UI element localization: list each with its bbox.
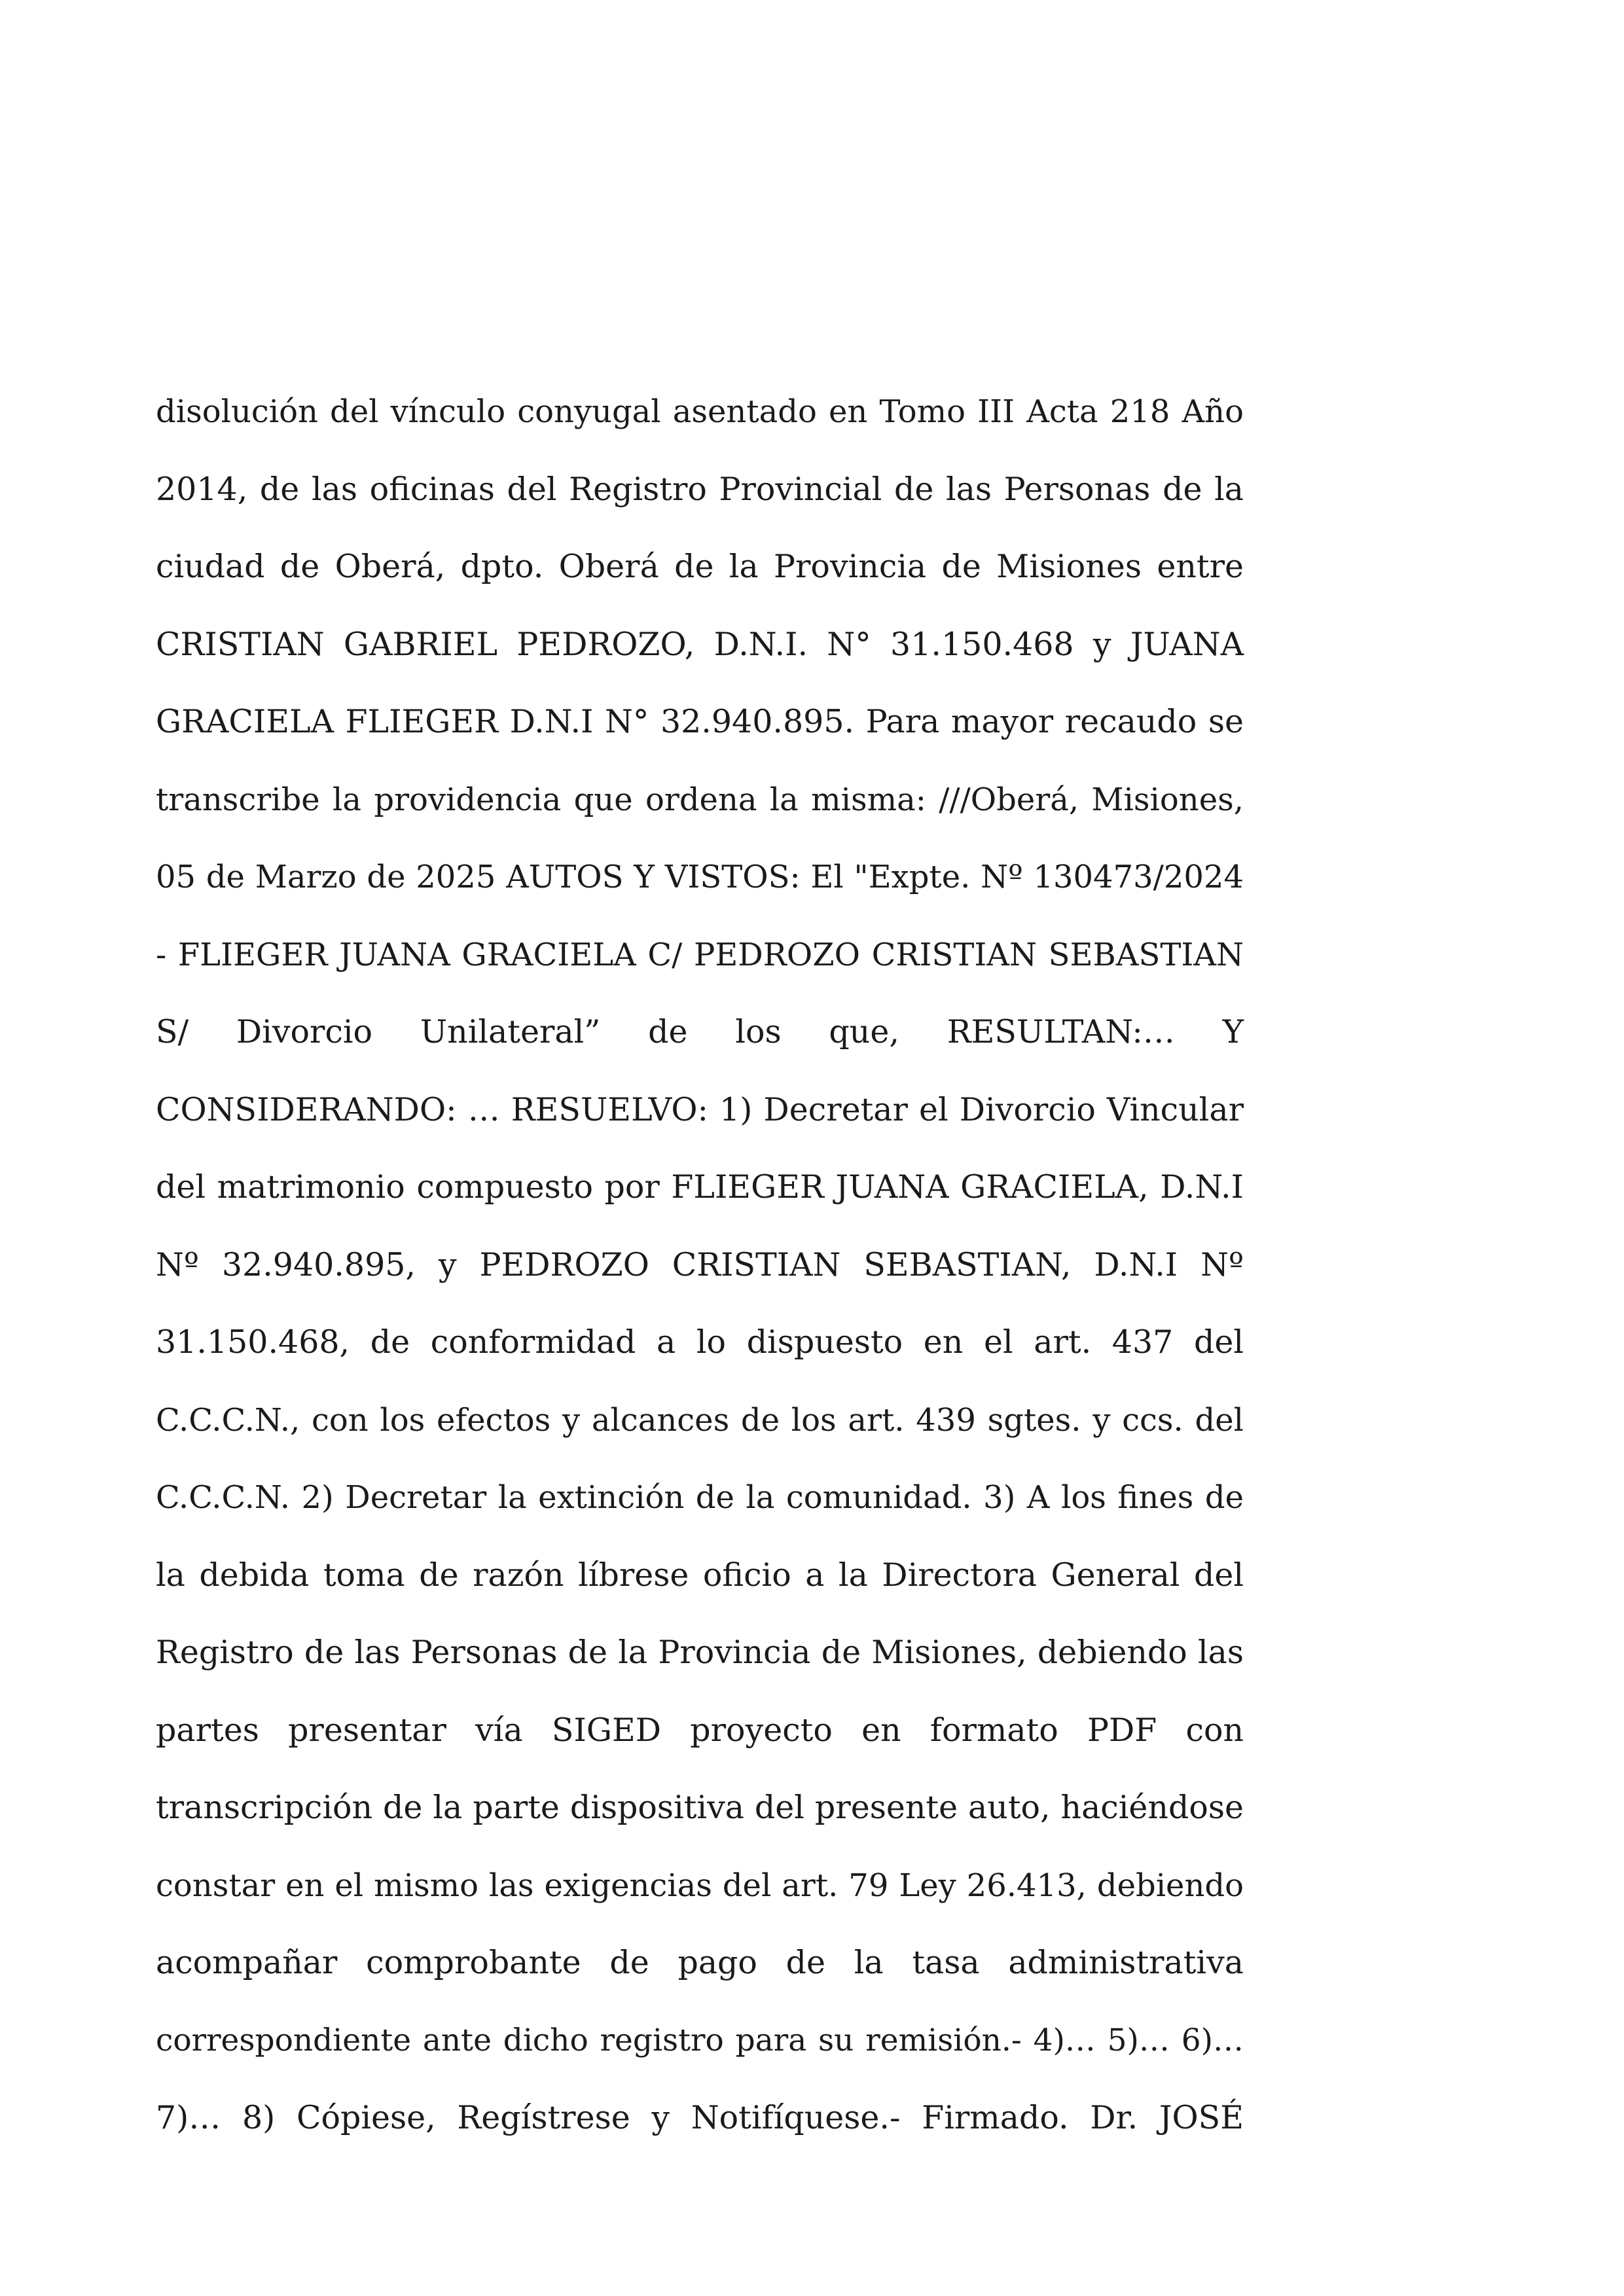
body-text bbox=[156, 373, 1244, 2157]
text-line: transcripción de la parte dispositiva del presente auto, haciéndose bbox=[156, 1789, 1244, 1826]
text-line: 2014, de las oficinas del Registro Provincial de las Personas de la bbox=[156, 470, 1244, 508]
text-line: - FLIEGER JUANA GRACIELA C/ PEDROZO CRISTIAN SEBASTIAN bbox=[156, 936, 1244, 973]
text-line: disolución del vínculo conyugal asentado en Tomo III Acta 218 Año bbox=[156, 393, 1244, 430]
text-line: C.C.C.N., con los efectos y alcances de los art. 439 sgtes. y ccs. del bbox=[156, 1401, 1244, 1439]
text-line: ciudad de Oberá, dpto. Oberá de la Provincia de Misiones entre bbox=[156, 548, 1244, 585]
text-line: la debida toma de razón líbrese oficio a la Directora General del bbox=[156, 1556, 1244, 1594]
text-line: S/ Divorcio Unilateral” de los que, RESULTAN:… Y bbox=[156, 1013, 1244, 1050]
text-line: C.C.C.N. 2) Decretar la extinción de la comunidad. 3) A los fines de bbox=[156, 1479, 1244, 1516]
text-line: 31.150.468, de conformidad a lo dispuesto en el art. 437 del bbox=[156, 1323, 1244, 1361]
text-line: transcribe la providencia que ordena la misma: ///Oberá, Misiones, bbox=[156, 781, 1244, 818]
text-line: CONSIDERANDO: … RESUELVO: 1) Decretar el Divorcio Vincular bbox=[156, 1090, 1244, 1128]
text-line: acompañar comprobante de pago de la tasa administrativa bbox=[156, 1944, 1244, 1981]
text-line: 05 de Marzo de 2025 AUTOS Y VISTOS: El "Expte. Nº 130473/2024 bbox=[156, 859, 1244, 895]
text-line: 7)… 8) Cópiese, Regístrese y Notifíquese.- Firmado. Dr. JOSÉ bbox=[156, 2099, 1244, 2136]
text-line: partes presentar vía SIGED proyecto en formato PDF con bbox=[156, 1711, 1244, 1749]
text-line: Registro de las Personas de la Provincia de Misiones, debiendo las bbox=[156, 1634, 1244, 1671]
text-line: del matrimonio compuesto por FLIEGER JUANA GRACIELA, D.N.I bbox=[156, 1168, 1244, 1206]
text-line: Nº 32.940.895, y PEDROZO CRISTIAN SEBASTIAN, D.N.I Nº bbox=[156, 1246, 1244, 1283]
text-line: GRACIELA FLIEGER D.N.I N° 32.940.895. Para mayor recaudo se bbox=[156, 703, 1244, 740]
text-line: CRISTIAN GABRIEL PEDROZO, D.N.I. N° 31.150.468 y JUANA bbox=[156, 625, 1244, 663]
text-line: correspondiente ante dicho registro para su remisión.- 4)… 5)… 6)… bbox=[156, 2022, 1244, 2058]
text-line: constar en el mismo las exigencias del art. 79 Ley 26.413, debiendo bbox=[156, 1867, 1244, 1904]
